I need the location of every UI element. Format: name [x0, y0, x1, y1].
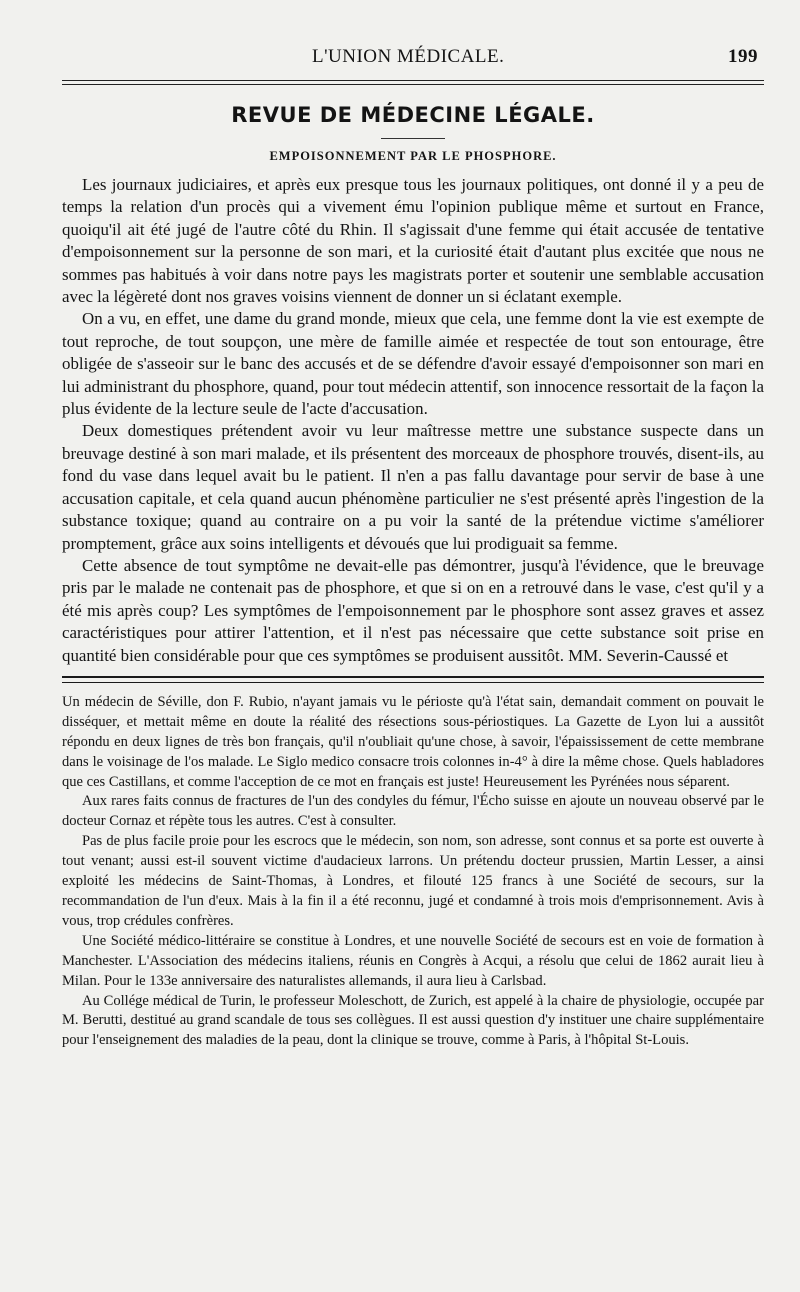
- article-paragraph: On a vu, en effet, une dame du grand monde, mieux que cela, une femme dont la vie est exempte de tout reproche, de tout soupçon, une mère de famille aimée et respectée de tout son entourage, être obligée de s'asseoir sur le banc des accusés et de se défendre d'avoir essayé d'empoisonner son mari en lui administrant du phosphore, quand, pour tout médecin attentif, son innocence ressortait de la façon la plus évidente de la lecture seule de l'acte d'accusation.: [62, 309, 764, 419]
- article-paragraph: Cette absence de tout symptôme ne devait-elle pas démontrer, jusqu'à l'évidence, que le breuvage pris par le malade ne contenait pas de phosphore, et que si on en a retrouvé dans le vase, c'est qu'il y a été mis après coup? Les symptômes de l'empoisonnement par le phosphore sont assez graves et assez caractéristiques pour attirer l'attention, et il n'est pas nécessaire que cette substance soit prise en quantité bien considérable pour que ces symptômes se produisent aussitôt. MM. Severin-Caussé et: [62, 555, 764, 665]
- notes-rule: [62, 676, 764, 683]
- title-divider: [381, 138, 445, 139]
- news-item: Au Collége médical de Turin, le professeur Moleschott, de Zurich, est appelé à la chaire de physiologie, occupée par M. Berutti, destitué au grand scandale de tous ses collègues. Il est aussi question d'y instituer une chaire supplémentaire pour l'enseignement des maladies de la peau, dont la clinique se trouve, comme à Paris, à l'hôpital St-Louis.: [62, 992, 764, 1049]
- news-item: Aux rares faits connus de fractures de l'un des condyles du fémur, l'Écho suisse en ajoute un nouveau observé par le docteur Cornaz et répète tous les autres. C'est à consulter.: [62, 793, 764, 830]
- article-title: EMPOISONNEMENT PAR LE PHOSPHORE.: [269, 149, 557, 163]
- section-title: REVUE DE MÉDECINE LÉGALE.: [231, 103, 595, 127]
- page-number: 199: [728, 46, 758, 67]
- news-notes: [62, 693, 764, 1051]
- news-item: Un médecin de Séville, don F. Rubio, n'ayant jamais vu le périoste qu'à l'état sain, demandait comment on pouvait le disséquer, et mettait même en doute la réalité des résections sous-périostiques. La Gazette de Lyon lui a aussitôt répondu en deux lignes de très bon français, qu'il n'oubliait qu'une chose, à savoir, l'épaississement de cette membrane dans le voisinage de l'os malade. Le Siglo medico consacre trois colonnes in-4° à dire la même chose. Quels habladores que ces Castillans, et comme l'acception de ce mot en français est juste! Heureusement les Pyrénées nous séparent.: [62, 693, 764, 790]
- news-item: Une Société médico-littéraire se constitue à Londres, et une nouvelle Société de secours est en voie de formation à Manchester. L'Association des médecins italiens, réunis en Congrès à Acqui, a résolu que celui de 1862 aurait lieu à Milan. Pour le 133e anniversaire des naturalistes allemands, il aura lieu à Carlsbad.: [62, 932, 764, 989]
- article-body: [62, 174, 764, 667]
- header-rule: [62, 80, 764, 85]
- news-item: Pas de plus facile proie pour les escrocs que le médecin, son nom, son adresse, sont connus et sa porte est ouverte à tout venant; aussi est-il souvent victime d'audacieux larrons. Un prétendu docteur prussien, Martin Lesser, a ainsi exploité les médecins de Saint-Thomas, à Londres, et filouté 125 francs à une Société de secours, sur la recommandation de l'un d'eux. Mais à la fin il a été reconnu, jugé et condamné à trois mois d'emprisonnement. Avis à vous, trop crédules confrères.: [62, 833, 764, 929]
- article-paragraph: Deux domestiques prétendent avoir vu leur maîtresse mettre une substance suspecte dans un breuvage destiné à son mari malade, et ils présentent des morceaux de phosphore trouvés, disent-ils, au fond du vase dans lequel avait bu le patient. Il n'en a pas fallu davantage pour servir de base à une accusation capitale, et cela quand aucun phénomène particulier ne s'est présenté après l'ingestion de la substance toxique; quand au contraire on a pu voir la santé de la prétendue victime s'améliorer promptement, grâce aux soins intelligents et dévoués que lui prodiguait sa femme.: [62, 421, 764, 553]
- journal-name: L'UNION MÉDICALE.: [312, 46, 505, 67]
- article-paragraph: Les journaux judiciaires, et après eux presque tous les journaux politiques, ont donné il y a peu de temps la relation d'un procès qui a vivement ému l'opinion publique même et surtout en France, quoiqu'il ait été jugé de l'autre côté du Rhin. Il s'agissait d'une femme qui était accusée de tentative d'empoisonnement sur la personne de son mari, et la curiosité était d'autant plus excitée que nous ne sommes pas habitués à voir dans notre pays les magistrats porter et soutenir une semblable accusation avec la légèreté dont nos graves voisins viennent de donner un si éclatant exemple.: [62, 175, 764, 307]
- running-head: [62, 46, 764, 68]
